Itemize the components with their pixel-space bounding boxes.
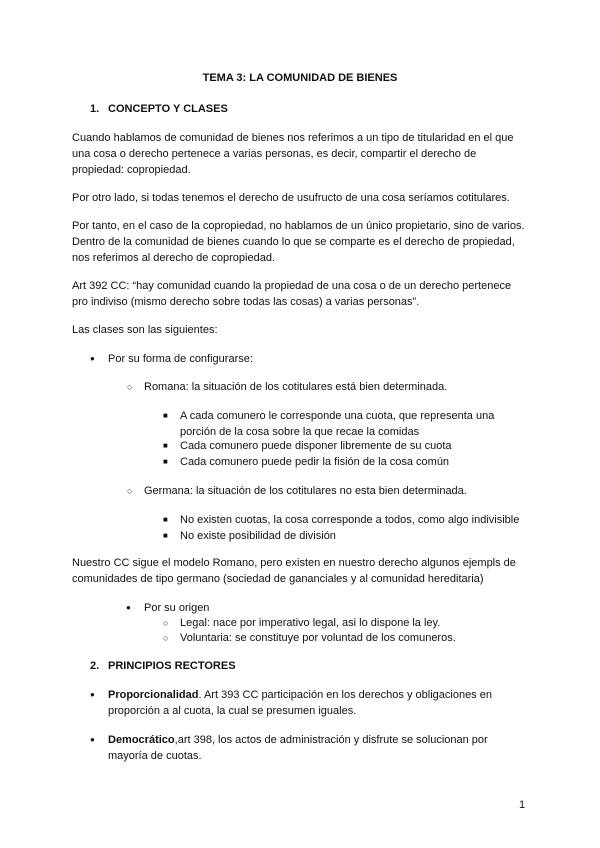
section-1-number: 1. bbox=[90, 103, 100, 115]
democratico-text: ,art 398, los actos de administración y disfrute se solucionan por mayoría de cuotas. bbox=[108, 734, 488, 762]
bullet-forma: ● Por su forma de configurarse: bbox=[108, 351, 528, 367]
proporcionalidad-text: . Art 393 CC participación en los derechos y obligaciones en proporción a al cuota, la cual se presumen iguales. bbox=[108, 689, 492, 717]
bullet-germana: ○ Germana: la situación de los cotitulares no esta bien determinada. bbox=[144, 483, 528, 499]
bullet-proporcionalidad bbox=[108, 687, 528, 719]
paragraph-clases-intro: Las clases son las siguientes: bbox=[72, 324, 218, 336]
paragraph-copropiedad: Por tanto, en el caso de la copropiedad, no hablamos de un único propietario, sino de varios. Dentro de la comunidad de bienes cuando lo que se comparte es el derecho de propiedad, nos referimos al derecho de copropiedad. bbox=[72, 220, 525, 264]
paragraph-definition: Cuando hablamos de comunidad de bienes nos referimos a un tipo de titularidad en el que una cosa o derecho pertenece a varias personas, es decir, compartir el derecho de propiedad: copropiedad. bbox=[72, 132, 514, 176]
romana-item: ■ A cada comunero le corresponde una cuota, que representa una porción de la cosa sobre la que recae la comidas bbox=[180, 408, 510, 440]
bullet-democratico bbox=[108, 732, 528, 764]
origen-item: ○ Legal: nace por imperativo legal, asi lo dispone la ley. bbox=[180, 615, 528, 631]
bullet-origen: ● Por su origen bbox=[144, 600, 528, 616]
bullet-romana: ○ Romana: la situación de los cotitulares está bien determinada. bbox=[144, 379, 528, 395]
romana-item: ■ Cada comunero puede disponer libremente de su cuota bbox=[180, 438, 528, 454]
germana-item: ■ No existen cuotas, la cosa corresponde a todos, como algo indivisible bbox=[180, 512, 528, 528]
section-2-number: 2. bbox=[90, 660, 100, 672]
origen-item: ○ Voluntaria: se constituye por voluntad de los comuneros. bbox=[180, 630, 528, 646]
proporcionalidad-label: Proporcionalidad bbox=[108, 689, 199, 701]
paragraph-art-392: Art 392 CC: “hay comunidad cuando la propiedad de una cosa o de un derecho pertenece pro indiviso (mismo derecho sobre todas las cosas) a varias personas”. bbox=[72, 280, 512, 308]
paragraph-modelo-romano: Nuestro CC sigue el modelo Romano, pero existen en nuestro derecho algunos ejempls de comunidades de tipo germano (sociedad de gananciales y al comunidad hereditaria) bbox=[72, 557, 516, 585]
section-1-heading: CONCEPTO Y CLASES bbox=[108, 103, 228, 115]
democratico-label: Democrático bbox=[108, 734, 175, 746]
page-number: 1 bbox=[519, 799, 526, 811]
document-title: TEMA 3: LA COMUNIDAD DE BIENES bbox=[202, 72, 398, 84]
section-2-heading: PRINCIPIOS RECTORES bbox=[108, 660, 236, 672]
romana-item: ■ Cada comunero puede pedir la fisión de la cosa común bbox=[180, 454, 528, 470]
paragraph-usufructo: Por otro lado, si todas tenemos el derecho de usufructo de una cosa seríamos cotitulares. bbox=[72, 192, 510, 204]
germana-item: ■ No existe posibilidad de división bbox=[180, 528, 528, 544]
